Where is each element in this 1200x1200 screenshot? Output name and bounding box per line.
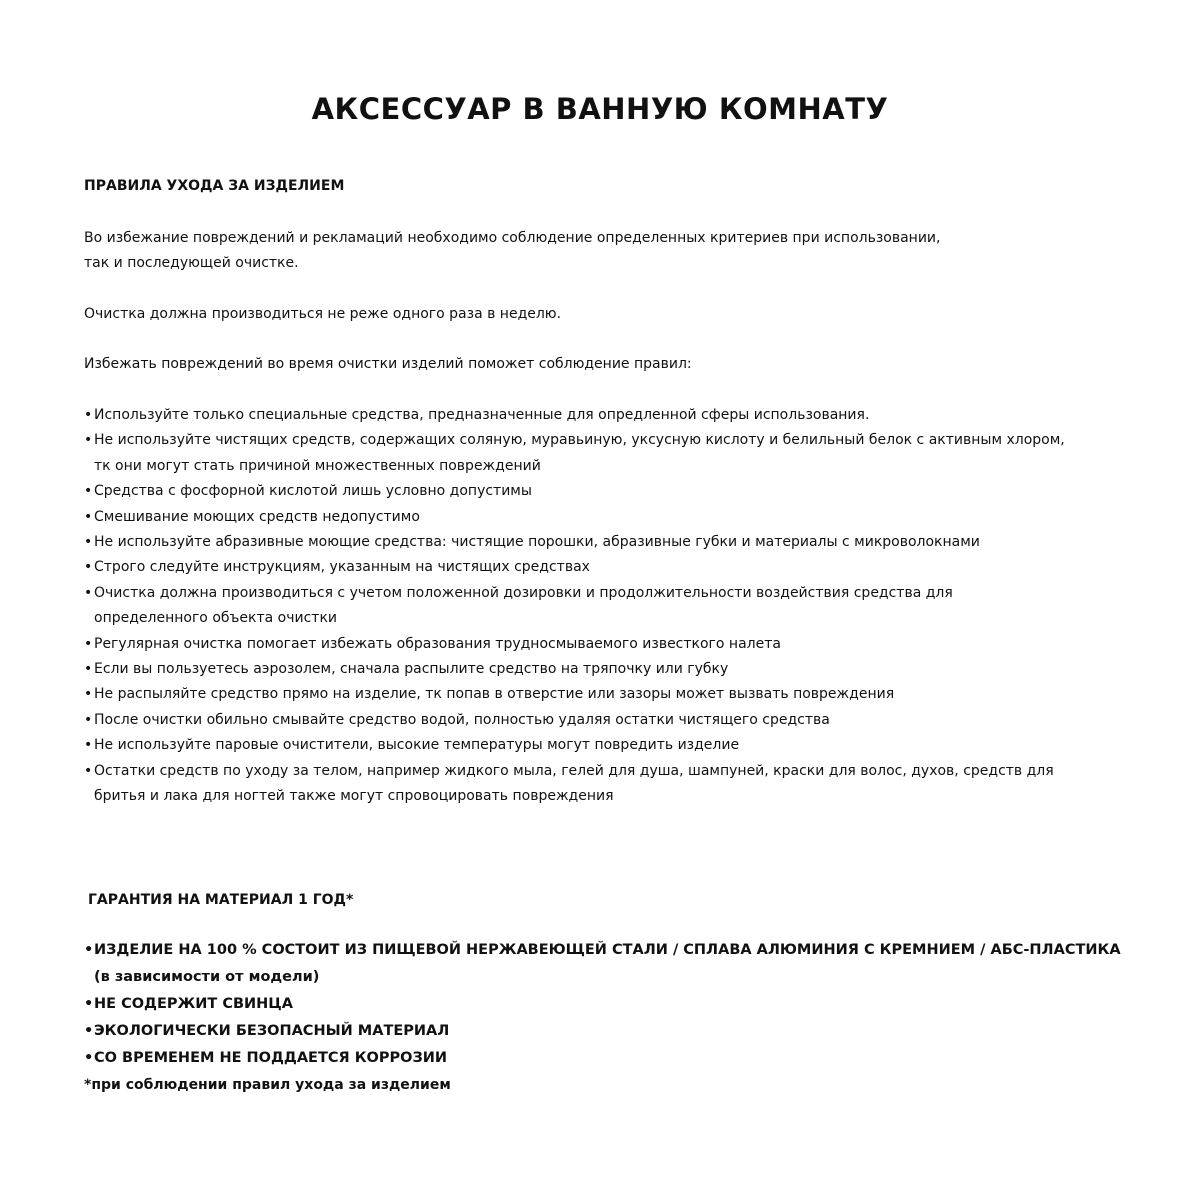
rule-item-text: Если вы пользуетесь аэрозолем, сначала распылите средство на тряпочку или губку [94, 661, 729, 678]
bullet-icon: • [84, 635, 93, 652]
bullet-icon: • [84, 483, 93, 500]
rule-item-text: Используйте только специальные средства, предназначенные для опредленной сферы использования. [94, 407, 870, 423]
care-heading: ПРАВИЛА УХОДА ЗА ИЗДЕЛИЕМ [84, 178, 345, 194]
bullet-icon: • [84, 559, 93, 576]
warranty-item-text: ИЗДЕЛИЕ НА 100 % СОСТОИТ ИЗ ПИЩЕВОЙ НЕРЖАВЕЮЩЕЙ СТАЛИ / СПЛАВА АЛЮМИНИЯ С КРЕМНИЕМ / АБС-ПЛАСТИКА [94, 942, 1121, 958]
bullet-icon: • [84, 584, 93, 601]
care-frequency [84, 302, 1164, 327]
rule-item [84, 428, 1164, 479]
bullet-icon: • [84, 1023, 94, 1039]
rule-item-text-continued: бритья и лака для ногтей также могут спровоцировать повреждения [94, 788, 614, 805]
warranty-item-text: СО ВРЕМЕНЕМ НЕ ПОДДАЕТСЯ КОРРОЗИИ [94, 1050, 448, 1066]
bullet-icon: • [84, 508, 93, 525]
rule-item [84, 657, 1164, 682]
rules-list [84, 403, 1164, 810]
bullet-icon: • [84, 996, 94, 1012]
rules-intro-text: Избежать повреждений во время очистки изделий поможет соблюдение правил: [84, 356, 692, 372]
rule-item-text-continued: определенного объекта очистки [94, 610, 338, 627]
bullet-icon: • [84, 711, 93, 728]
care-section [84, 174, 1164, 199]
rule-item [84, 708, 1164, 733]
warranty-item-text: ЭКОЛОГИЧЕСКИ БЕЗОПАСНЫЙ МАТЕРИАЛ [94, 1023, 450, 1039]
rule-item-text-continued: тк они могут стать причиной множественных повреждений [94, 457, 541, 474]
rule-item-text: Очистка должна производиться с учетом положенной дозировки и продолжительности воздействия средства для [94, 584, 953, 601]
rule-item [84, 632, 1164, 657]
warranty-items [84, 937, 1164, 1099]
rule-item-text: Не используйте чистящих средств, содержащих соляную, муравьиную, уксусную кислоту и белильный белок с активным хлором, [94, 432, 1065, 449]
rule-item [84, 555, 1164, 580]
warranty-item [84, 1045, 1164, 1072]
bullet-icon: • [84, 762, 93, 779]
rule-item [84, 403, 1164, 428]
care-rules-intro [84, 352, 1164, 377]
rule-item-text: Остатки средств по уходу за телом, например жидкого мыла, гелей для душа, шампуней, краски для волос, духов, средств для [94, 762, 1054, 779]
rule-item [84, 759, 1164, 810]
rule-item [84, 505, 1164, 530]
rule-item-text: После очистки обильно смывайте средство водой, полностью удаляя остатки чистящего средства [94, 711, 830, 728]
rule-item-text: Не используйте абразивные моющие средства: чистящие порошки, абразивные губки и материалы с микроволокнами [94, 534, 980, 551]
bullet-icon: • [84, 661, 93, 678]
rule-item [84, 479, 1164, 504]
care-rules [84, 403, 1164, 810]
bullet-icon: • [84, 686, 93, 703]
warranty-section [88, 888, 1168, 913]
warranty-item-text: НЕ СОДЕРЖИТ СВИНЦА [94, 996, 293, 1012]
page-title: АКСЕССУАР В ВАННУЮ КОМНАТУ [311, 92, 889, 126]
care-intro [84, 226, 1164, 277]
bullet-icon: • [84, 737, 93, 754]
warranty-item [84, 937, 1164, 991]
bullet-icon: • [84, 407, 93, 423]
bullet-icon: • [84, 534, 93, 551]
intro-line-2: так и последующей очистке. [84, 255, 299, 272]
rule-item-text: Строго следуйте инструкциям, указанным на чистящих средствах [94, 559, 590, 576]
intro-line-1: Во избежание повреждений и рекламаций необходимо соблюдение определенных критериев при использовании, [84, 230, 941, 246]
rule-item [84, 530, 1164, 555]
rule-item [84, 581, 1164, 632]
bullet-icon: • [84, 432, 93, 449]
warranty-footnote: *при соблюдении правил ухода за изделием [84, 1077, 451, 1093]
warranty-item [84, 1018, 1164, 1045]
warranty-item-text-continued: (в зависимости от модели) [94, 969, 320, 985]
warranty-item [84, 991, 1164, 1018]
frequency-text: Очистка должна производиться не реже одного раза в неделю. [84, 306, 562, 322]
warranty-heading: ГАРАНТИЯ НА МАТЕРИАЛ 1 ГОД* [88, 892, 354, 908]
rule-item-text: Средства с фосфорной кислотой лишь условно допустимы [94, 483, 532, 500]
rule-item [84, 682, 1164, 707]
rule-item [84, 733, 1164, 758]
rule-item-text: Смешивание моющих средств недопустимо [94, 508, 420, 525]
rule-item-text: Регулярная очистка помогает избежать образования трудносмываемого известкого налета [94, 635, 781, 652]
rule-item-text: Не распыляйте средство прямо на изделие, тк попав в отверстие или зазоры может вызвать повреждения [94, 686, 895, 703]
bullet-icon: • [84, 942, 94, 958]
rule-item-text: Не используйте паровые очистители, высокие температуры могут повредить изделие [94, 737, 740, 754]
warranty-list [84, 937, 1164, 1072]
bullet-icon: • [84, 1050, 94, 1066]
